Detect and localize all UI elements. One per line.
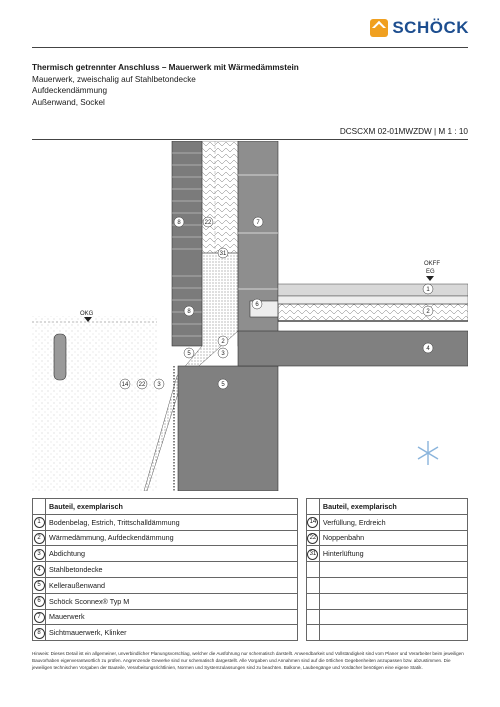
detail-subtitle: Mauerwerk, zweischalig auf Stahlbetondecke bbox=[32, 74, 196, 84]
callout-8: 8 bbox=[187, 309, 191, 315]
callout-14: 14 bbox=[121, 382, 129, 388]
detail-title: Thermisch getrennter Anschluss – Mauerwerk mit Wärmedämmstein bbox=[32, 63, 299, 72]
legend-number: 14 bbox=[307, 517, 318, 528]
schoeck-logo bbox=[370, 18, 469, 38]
soil-backfill bbox=[32, 316, 157, 491]
callout-4: 4 bbox=[426, 346, 430, 352]
legend-number: 6 bbox=[34, 596, 45, 607]
okff-label: OKFF bbox=[424, 261, 440, 267]
legend-empty-cell bbox=[319, 609, 467, 625]
legend-number: 8 bbox=[34, 628, 45, 639]
legend-right-header: Bauteil, exemplarisch bbox=[319, 499, 467, 515]
callout-3-left: 3 bbox=[157, 382, 161, 388]
legend-label: Wärmedämmung, Aufdeckendämmung bbox=[46, 530, 298, 546]
legend-number: 31 bbox=[307, 549, 318, 560]
legend-number: 5 bbox=[34, 580, 45, 591]
legend-number: 7 bbox=[34, 612, 45, 623]
callout-3: 3 bbox=[221, 351, 225, 357]
callout-5: 5 bbox=[221, 382, 225, 388]
callout-1: 1 bbox=[426, 287, 430, 293]
snowflake-icon bbox=[418, 441, 438, 465]
detail-line-4: Außenwand, Sockel bbox=[32, 97, 105, 107]
disclaimer-footer: Hinweis: Dieses Detail ist ein allgemeiner, unverbindlicher Planungsvorschlag, welcher die Ausführung nur schematisch darstellt. Anwendbarkeit und Vollständigkeit sind vom Planer und Verarbeiter beim jeweiligen Bauvorhaben eigenverantwortlich zu prüfen. Angrenzende Gewerke sind nur schematisch dargestellt. Alle Vorgaben und Annahmen sind auf die örtlichen Gegebenheiten anzupassen bzw. abzustimmen. Die jeweiligen technischen Vorgaben der Bauteile, Verarbeitungsrichtlinien, Normen und Systemzulassungen sind zu beachten. Balkone, Laubengänge und Vordächer benötigen eine eigene Statik. bbox=[32, 651, 464, 671]
legend-label: Noppenbahn bbox=[319, 530, 467, 546]
callout-5-ref: 5 bbox=[187, 351, 191, 357]
callout-6: 6 bbox=[255, 302, 259, 308]
callout-31: 31 bbox=[219, 251, 227, 257]
legend-number: 1 bbox=[34, 517, 45, 528]
eg-label: EG bbox=[426, 269, 435, 275]
concrete-slab bbox=[238, 331, 468, 366]
section-drawing bbox=[32, 141, 468, 491]
legend-left-header: Bauteil, exemplarisch bbox=[46, 499, 298, 515]
legend-label: Mauerwerk bbox=[46, 609, 298, 625]
detail-line-3: Aufdeckendämmung bbox=[32, 86, 108, 96]
header-rule bbox=[32, 47, 468, 48]
drawing-reference: DCSCXM 02-01MWZDW | M 1 : 10 bbox=[339, 127, 468, 136]
legend-table bbox=[32, 498, 468, 641]
legend-number: 4 bbox=[34, 565, 45, 576]
callout-2: 2 bbox=[426, 309, 430, 315]
legend-number: 3 bbox=[34, 549, 45, 560]
legend-label: Abdichtung bbox=[46, 546, 298, 562]
legend-label: Schöck Sconnex® Typ M bbox=[46, 593, 298, 609]
legend-label: Bodenbelag, Estrich, Trittschalldämmung bbox=[46, 514, 298, 530]
legend-empty-cell bbox=[319, 562, 467, 578]
callout-2-base: 2 bbox=[221, 339, 225, 345]
logo-text: SCHÖCK bbox=[392, 18, 469, 37]
callout-22-top: 22 bbox=[204, 220, 212, 226]
legend-number: 22 bbox=[307, 533, 318, 544]
okg-label: OKG bbox=[80, 311, 94, 317]
callout-7: 7 bbox=[256, 220, 260, 226]
floor-screed bbox=[278, 284, 468, 296]
floor-insulation bbox=[278, 304, 468, 321]
cavity-insulation bbox=[202, 141, 238, 253]
logo-icon bbox=[370, 19, 388, 37]
legend-empty-cell bbox=[319, 625, 467, 641]
legend-empty-cell bbox=[319, 577, 467, 593]
legend-number: 2 bbox=[34, 533, 45, 544]
legend-empty-cell bbox=[319, 593, 467, 609]
legend-label: Kelleraußenwand bbox=[46, 577, 298, 593]
legend-label: Verfüllung, Erdreich bbox=[319, 514, 467, 530]
callout-22: 22 bbox=[138, 382, 146, 388]
drawing-top-rule bbox=[32, 139, 468, 140]
legend-label: Sichtmauerwerk, Klinker bbox=[46, 625, 298, 641]
legend-label: Hinterlüftung bbox=[319, 546, 467, 562]
legend-label: Stahlbetondecke bbox=[46, 562, 298, 578]
title-block bbox=[32, 62, 468, 108]
callout-8-top: 8 bbox=[177, 220, 181, 226]
